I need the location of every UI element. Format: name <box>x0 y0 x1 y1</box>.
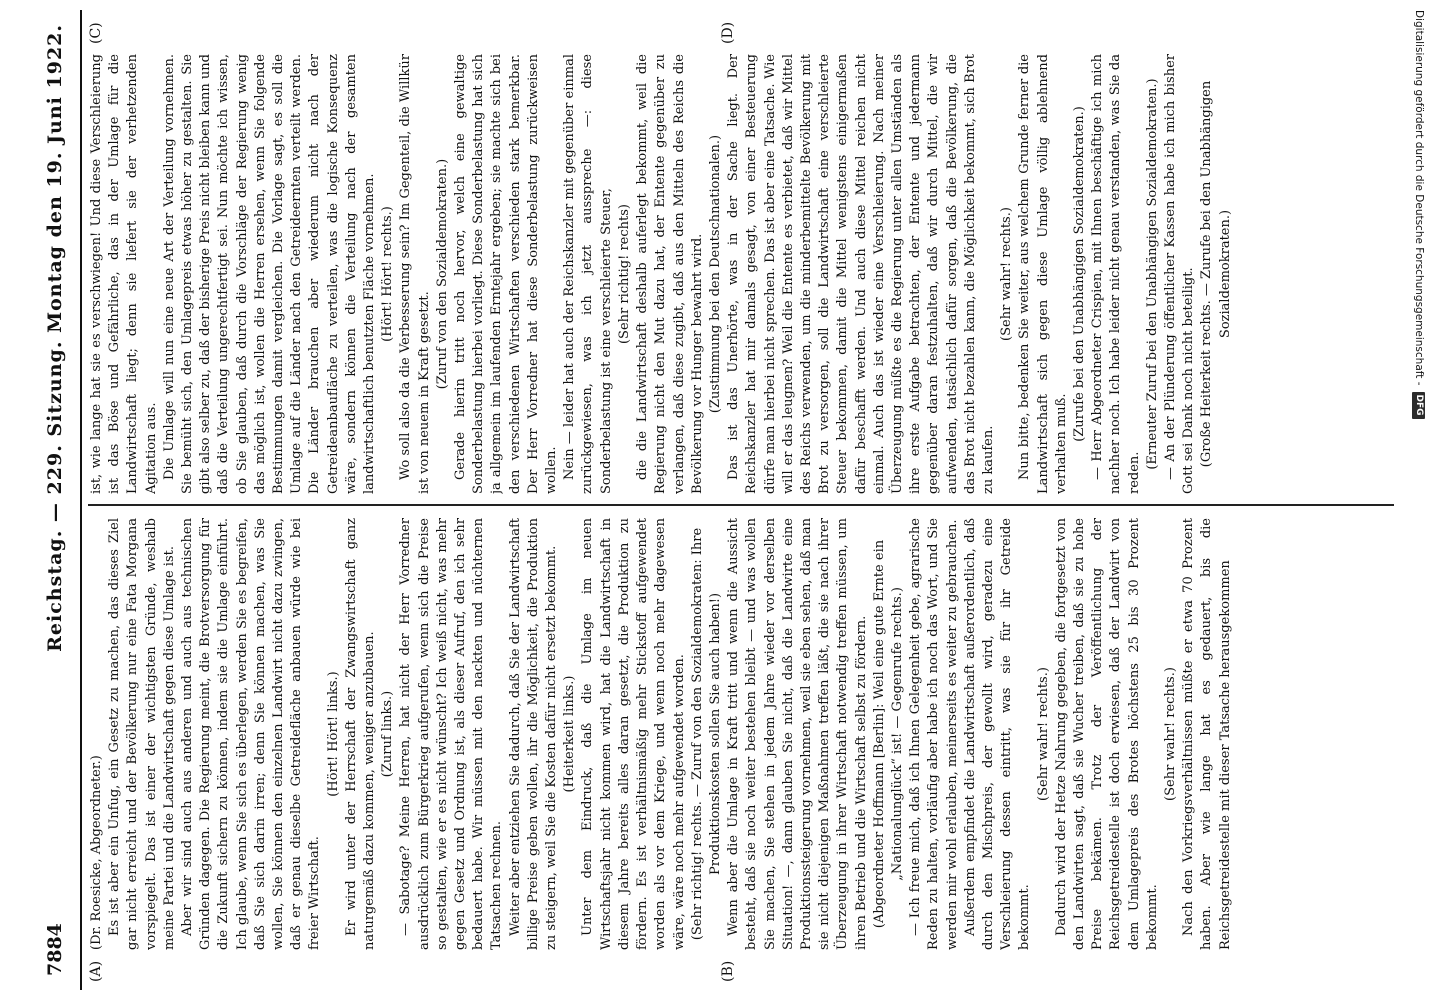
digitization-note <box>1410 10 1428 990</box>
paragraph: Weiter aber entziehen Sie dadurch, daß Sie der Landwirtschaft billige Preise geben wollen, ihr die Möglichkeit, die Produktion zu steigern, weil Sie die Kosten dafür nicht ersetzt bekommt. <box>507 518 560 950</box>
paragraph: Dadurch wird der Hetze Nahrung gegeben, die fortgesetzt von den Landwirten sagt, daß sie Wucher treiben, daß sie zu hohe Preise bekämen. Trotz der Veröffentlichung der Reichsgetreidestelle ist doch erwiesen, daß der Landwirt von dem Umlagepreis des Brotes höchstens 25 bis 30 Prozent bekommt. <box>1053 518 1160 950</box>
column-divider <box>88 505 1394 507</box>
paragraph: — Sabotage? Meine Herren, hat nicht der Herr Vorredner ausdrücklich zum Bürgerkrieg aufgerufen, wenn sich die Preise so gestalten, wie er es nicht wünscht? Ich weiß nicht, was mehr gegen Gesetz und Ordnung ist, als dieser Aufruf, den ich sehr bedauert habe. Wir müssen mit den nackten und nüchternen Tatsachen rechnen. <box>398 518 505 950</box>
paragraph: Die Umlage will nun eine neue Art der Verteilung vornehmen. Sie bemüht sich, den Umlagepreis etwas höher zu gestalten. Sie gibt also selber zu, daß der bisherige Preis nicht bleiben kann und daß die Verteilung ungerechtfertigt sei. Nun möchte ich wissen, ob Sie glauben, daß durch die Vorschläge der Regierung wenig das möglich ist, wollen die Herren ersehen, wenn Sie folgende Bestimmungen damit vergleichen. Die Vorlage sagt, es soll die Umlage auf die Länder nach den Getreideernten verteilt werden. Die Länder brauchen aber wiederum nicht nach der Getreideanbaufläche zu verteilen, was die logische Konsequenz wäre, sondern können die Verteilung nach der gesamten landwirtschaftlich benutzten Fläche vornehmen. <box>161 54 378 494</box>
paragraph: Unter dem Eindruck, daß die Umlage im neuen Wirtschaftsjahr nicht kommen wird, hat die Landwirtschaft in diesem Jahre bereits alles daran gesetzt, die Produktion zu fördern. Es ist verhältnismäßig mehr Stickstoff aufgewendet worden als vor dem Kriege, und wenn noch mehr dagewesen wäre, wäre noch mehr aufgewendet worden. <box>580 518 687 950</box>
margin-marker-a: (A) <box>88 960 104 982</box>
interjection: (Hört! Hört! links.) <box>325 671 341 797</box>
interjection: (Zuruf von den Sozialdemokraten.) <box>434 158 450 390</box>
interjection: (Sehr wahr! rechts.) <box>1035 667 1051 801</box>
paragraph: Aber wir sind auch aus anderen und auch aus technischen Gründen dagegen. Die Regierung meint, die Brotversorgung für die Zukunft sichern zu können, indem sie die Umlage einführt. Ich glaube, wenn Sie sich es überlegen, werden Sie es begreifen, daß Sie sich darin irren; denn Sie können machen, was Sie wollen, Sie können den einzelnen Landwirt nicht dazu zwingen, daß er genau dieselbe Getreidefläche anbauen würde wie bei freier Wirtschaft. <box>180 518 323 950</box>
header-rule <box>80 10 82 990</box>
paragraph: Gerade hierin tritt noch hervor, welch eine gewaltige Sonderbelastung hierbei vorliegt. Diese Sonderbelastung hat sich ja allgemein im laufenden Erntejahr ergeben; sie machte sich bei den verschiedenen Wirtschaften verschieden stark bemerkbar. Der Herr Vorredner hat diese Sonderbelastung zurückweisen wollen. <box>453 54 560 494</box>
paragraph: Außerdem empfindet die Landwirtschaft außerordentlich, daß durch den Mischpreis, der gewollt wird, geradezu eine Verschleierung dessen eintritt, was sie für ihr Getreide bekommt. <box>962 518 1033 950</box>
running-title: Reichstag. — 229. Sitzung. Montag den 19. Juni 1922. <box>44 24 66 652</box>
paragraph: die die Landwirtschaft deshalb auferlegt bekommt, weil die Regierung nicht den Mut dazu hat, der Entente gegenüber zu verlangen, daß diese zugibt, daß aus den Mitteln des Reichs die Bevölkerung vor Hunger bewahrt wird. <box>635 54 705 494</box>
digitization-text: Digitalisierung gefördert durch die Deutsche Forschungsgemeinschaft - <box>1413 10 1425 386</box>
paragraph: Wenn aber die Umlage in Kraft tritt und wenn die Aussicht besteht, daß sie noch weiter bestehen bleibt — und was wollen Sie machen, Sie stehen in jedem Jahre wieder vor derselben Situation! —, dann glauben Sie nicht, daß die Landwirte eine Produktionssteigerung vornehmen, weil sie eben sehen, daß man sie nicht diejenigen Maßnahmen treffen läßt, die sie nach ihrer Überzeugung in ihrer Wirtschaft notwendig treffen müssen, um ihren Betrieb und die Wirtschaft selbst zu fördern. <box>726 518 869 950</box>
newspaper-page <box>30 10 1400 990</box>
interjection: (Zuruf links.) <box>380 690 396 778</box>
page-header <box>44 10 78 990</box>
interjection: (Sehr richtig! rechts) <box>616 204 632 345</box>
paragraph: — An der Plünderung öffentlicher Kassen habe ich mich bisher Gott sei Dank noch nicht beteiligt. <box>1162 54 1197 494</box>
margin-marker-d: (D) <box>720 21 736 44</box>
interjection: (Dr. Roesicke, Abgeordneter.) <box>89 755 104 950</box>
paragraph: — Ich freue mich, daß ich Ihnen Gelegenheit gebe, agrarische Reden zu halten, vorläufig aber habe ich noch das Wort, und Sie werden mir wohl erlauben, meinerseits es weiter zu gebrauchen. <box>908 518 960 950</box>
paragraph: Das ist das Unerhörte, was in der Sache liegt. Der Reichskanzler hat mir damals gesagt, von einer Besteuerung dürfe man hierbei nicht sprechen. Das ist aber eine Tatsache. Wie will er das leugnen? Weil die Entente es verbietet, daß wir Mittel des Reichs verwenden, um die minderbemittelte Bevölkerung mit Brot zu versorgen, soll die Landwirtschaft eine verschleierte Steuer bekommen, damit die Mittel wenigstens einigermaßen dafür beschafft werden. Und auch diese Mittel reichen nicht einmal. Auch das ist wieder eine Verschleierung. Nach meiner Überzeugung müßte es die Regierung unter allen Umständen als ihre erste Aufgabe betrachten, der Entente und jedermann gegenüber daran festzuhalten, daß wir durch Mittel, die wir aufwenden, tatsächlich dafür sorgen, daß die Bevölkerung, die das Brot nicht bezahlen kann, die Möglichkeit bekommt, sich Brot zu kaufen. <box>726 54 996 494</box>
paragraph: — Herr Abgeordneter Crispien, mit Ihnen beschäftige ich mich nachher noch. Ich habe leider nicht genau verstanden, was Sie da reden. <box>1090 54 1142 494</box>
paragraph: Er wird unter der Herrschaft der Zwangswirtschaft ganz naturgemäß dazu kommen, weniger anzubauen. <box>343 518 378 950</box>
paragraph: Nein — leider hat auch der Reichskanzler mit gegenüber einmal zurückgewiesen, was ich jetzt ausspreche —: diese Sonderbelastung ist eine verschleierte Steuer, <box>562 54 614 494</box>
page-number: 7884 <box>44 923 66 976</box>
interjection: (Zustimmung bei den Deutschnationalen.) <box>707 134 723 414</box>
interjection: (Sehr richtig! rechts. — Zuruf von den Sozialdemokraten: Ihre Produktionskosten sollen Sie auch haben!) <box>689 527 723 941</box>
interjection: (Sehr wahr! rechts.) <box>999 207 1015 341</box>
interjection: (Sehr wahr! rechts.) <box>1162 667 1178 801</box>
margin-marker-b: (B) <box>720 960 736 982</box>
margin-marker-c: (C) <box>88 22 104 44</box>
paragraph: ist, wie lange hat sie es verschwiegen! Und diese Verschleierung ist das Böse und Gefährliche, das in der Umlage für die Landwirtschaft liegt; denn sie liefert sie der verhetzenden Agitation aus. <box>89 54 159 494</box>
interjection: (Heiterkeit links.) <box>562 675 578 793</box>
right-column <box>88 54 1394 494</box>
interjection: (Hört! Hört! rechts.) <box>380 206 396 342</box>
interjection: (Große Heiterkeit rechts. — Zurufe bei den Unabhängigen Sozialdemokraten.) <box>1199 80 1233 468</box>
paragraph: Es ist aber ein Unfug, ein Gesetz zu machen, das dieses Ziel gar nicht erreicht und der Bevölkerung nur eine Fata Morgana vorspiegelt. Das ist einer der wichtigsten Gründe, weshalb meine Partei und die Landwirtschaft gegen diese Umlage ist. <box>107 518 177 950</box>
interjection: (Abgeordneter Hoffmann [Berlin]: Weil eine gute Ernte ein „Nationalunglück“ ist! — Gegenrufe rechts.) <box>871 539 905 929</box>
dfg-logo: DFG <box>1413 392 1426 419</box>
paragraph: Nach den Vorkriegsverhältnissen müßte er etwa 70 Prozent haben. Aber wie lange hat es gedauert, bis die Reichsgetreidestelle mit dieser Tatsache herausgekommen <box>1181 518 1233 950</box>
interjection: (Zurufe bei den Unabhängigen Sozialdemokraten.) <box>1071 106 1087 442</box>
paragraph: Wo soll also da die Verbesserung sein? Im Gegenteil, die Willkür ist von neuem in Kraft gesetzt. <box>398 54 432 494</box>
left-column <box>88 518 1394 950</box>
interjection: (Erneuter Zuruf bei den Unabhängigen Sozialdemokraten.) <box>1144 78 1160 470</box>
paragraph: Nun bitte, bedenken Sie weiter, aus welchem Grunde ferner die Landwirtschaft sich gegen diese Umlage völlig ablehnend verhalten muß. <box>1017 54 1069 494</box>
